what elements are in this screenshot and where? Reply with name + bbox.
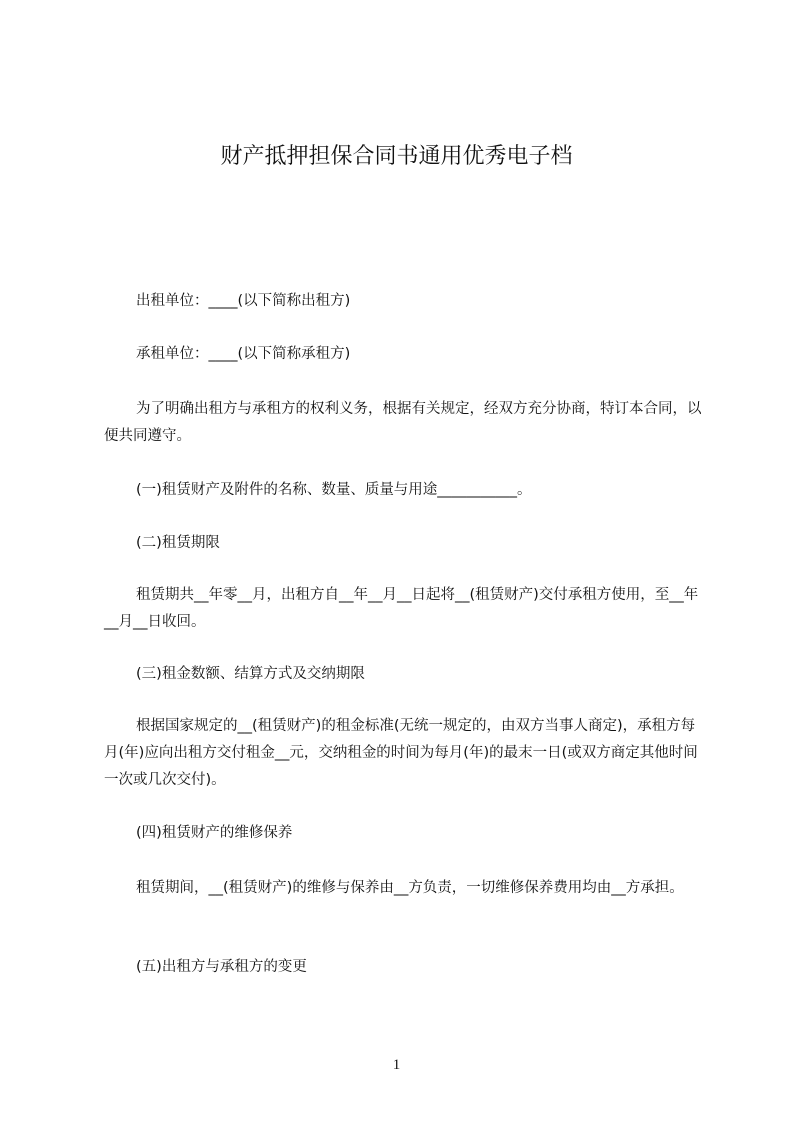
- document-title: 财产抵押担保合同书通用优秀电子档: [220, 144, 573, 169]
- paragraph-lessor: 出租单位：____(以下简称出租方): [136, 293, 351, 309]
- page-number: 1: [392, 1057, 401, 1073]
- section-heading-5: (五)出租方与承租方的变更: [136, 959, 307, 975]
- paragraph-lease-term: 租赁期共__年零__月，出租方自__年__月__日起将__(租赁财产)交付承租方使用，至__年__月__日收回。: [104, 587, 699, 630]
- paragraph-preamble: 为了明确出租方与承租方的权利义务，根据有关规定，经双方充分协商，特订本合同，以便共同遵守。: [104, 401, 702, 444]
- paragraph-maintenance: 租赁期间，__(租赁财产)的维修与保养由__方负责，一切维修保养费用均由__方承担。: [136, 880, 684, 896]
- section-heading-4: (四)租赁财产的维修保养: [136, 825, 293, 841]
- section-heading-1: (一)租赁财产及附件的名称、数量、质量与用途___________。: [136, 482, 532, 498]
- section-heading-2: (二)租赁期限: [136, 535, 220, 551]
- paragraph-rent: 根据国家规定的__(租赁财产)的租金标准(无统一规定的，由双方当事人商定)，承租方每月(年)应向出租方交付租金__元，交纳租金的时间为每月(年)的最末一日(或双方商定其他时间一次或几次交付)。: [104, 718, 698, 788]
- paragraph-lessee: 承租单位：____(以下简称承租方): [136, 346, 351, 362]
- section-heading-3: (三)租金数额、结算方式及交纳期限: [136, 666, 365, 682]
